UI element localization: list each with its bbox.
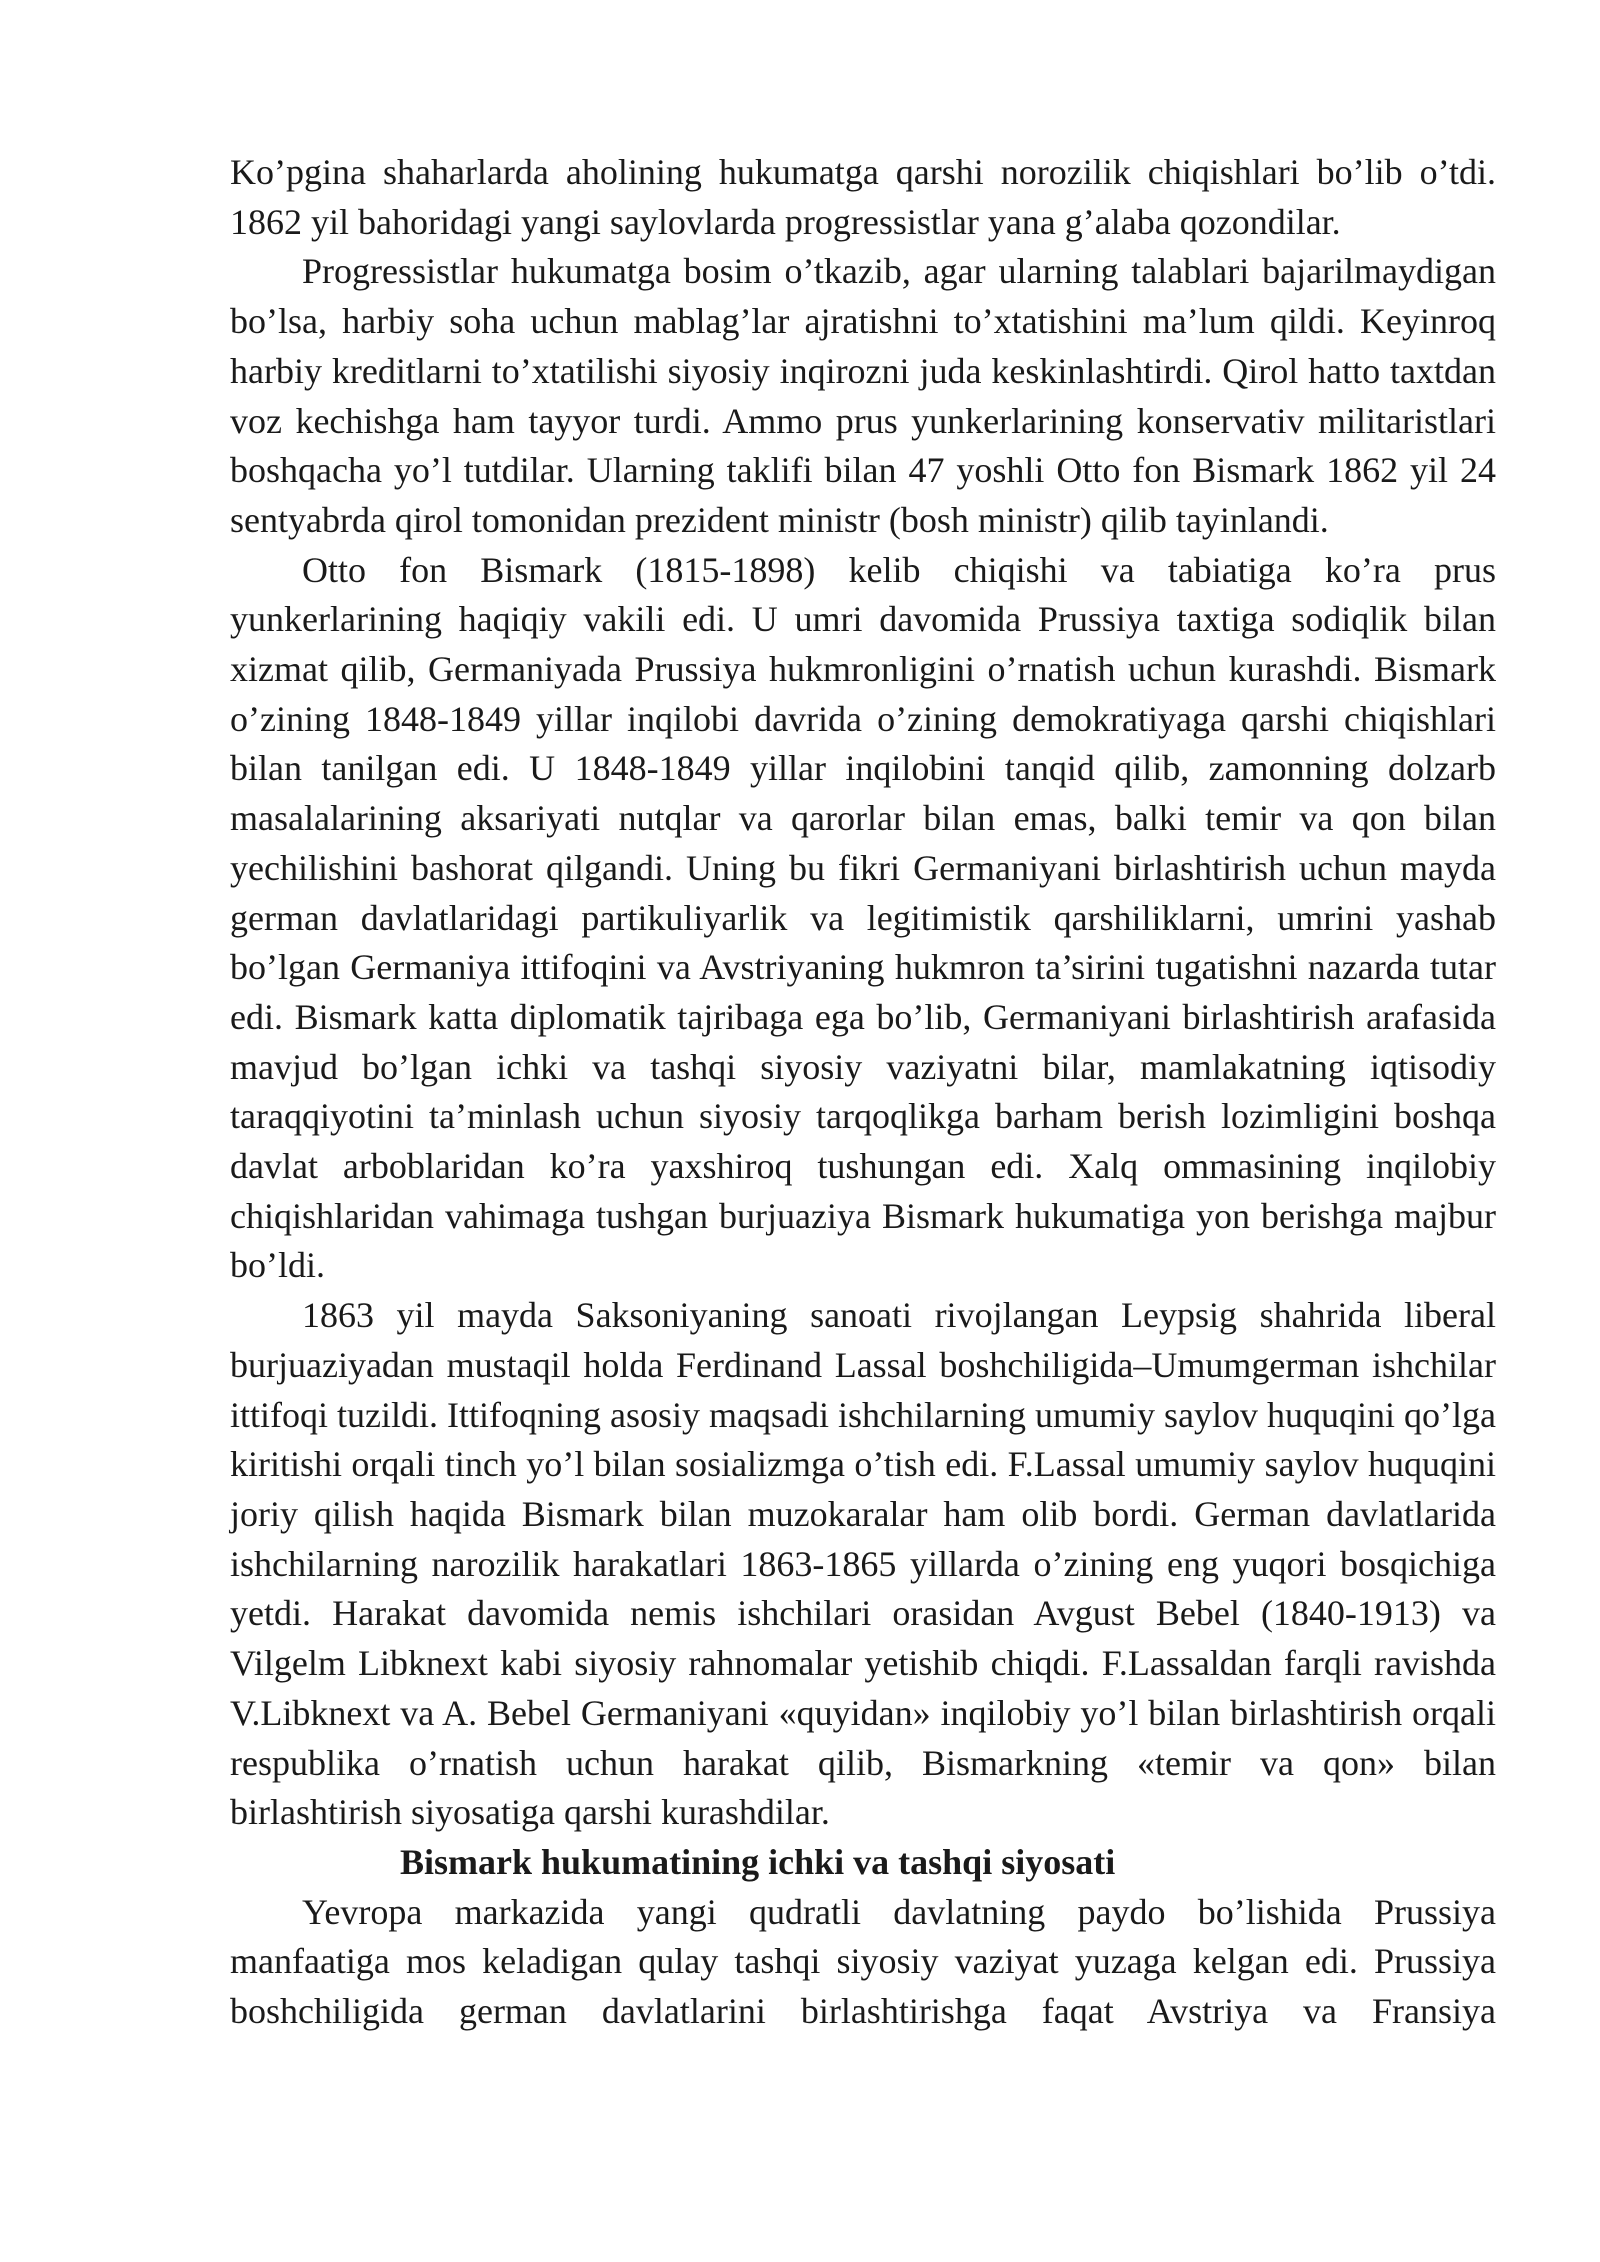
paragraph-4: 1863 yil mayda Saksoniyaning sanoati rivojlangan Leypsig shahrida liberal burjuaziyadan mustaqil holda Ferdinand Lassal boshchiligida–Umumgerman ishchilar ittifoqi tuzildi. Ittifoqning asosiy maqsadi ishchilarning umumiy saylov huquqini qo’lga kiritishi orqali tinch yo’l bilan sosializmga o’tish edi. F.Lassal umumiy saylov huquqini joriy qilish haqida Bismark bilan muzokaralar ham olib bordi. German davlatlarida ishchilarning narozilik harakatlari 1863-1865 yillarda o’zining eng yuqori bosqichiga yetdi. Harakat davomida nemis ishchilari orasidan Avgust Bebel (1840-1913) va Vilgelm Libknext kabi siyosiy rahnomalar yetishib chiqdi. F.Lassaldan farqli ravishda V.Libknext va A. Bebel Germaniyani «quyidan» inqilobiy yo’l bilan birlashtirish orqali respublika o’rnatish uchun harakat qilib, Bismarkning «temir va qon» bilan birlashtirish siyosatiga qarshi kurashdilar. [230,1295,1496,1833]
section-paragraph: Yevropa markazida yangi qudratli davlatning paydo bo’lishida Prussiya manfaatiga mos keladigan qulay tashqi siyosiy vaziyat yuzaga kelgan edi. Prussiya boshchiligida german davlatlarini birlashtirishga faqat Avstriya va Fransiya [230,1891,1496,2032]
document-page [230,148,1496,2037]
paragraph-3: Otto fon Bismark (1815-1898) kelib chiqishi va tabiatiga ko’ra prus yunkerlarining haqiqiy vakili edi. U umri davomida Prussiya taxtiga sodiqlik bilan xizmat qilib, Germaniyada Prussiya hukmronligini o’rnatish uchun kurashdi. Bismark o’zining 1848-1849 yillar inqilobi davrida o’zining demokratiyaga qarshi chiqishlari bilan tanilgan edi. U 1848-1849 yillar inqilobini tanqid qilib, zamonning dolzarb masalalarining aksariyati nutqlar va qarorlar bilan emas, balki temir va qon bilan yechilishini bashorat qilgandi. Uning bu fikri Germaniyani birlashtirish uchun mayda german davlatlaridagi partikuliyarlik va legitimistik qarshiliklarni, umrini yashab bo’lgan Germaniya ittifoqini va Avstriyaning hukmron ta’sirini tugatishni nazarda tutar edi. Bismark katta diplomatik tajribaga ega bo’lib, Germaniyani birlashtirish arafasida mavjud bo’lgan ichki va tashqi siyosiy vaziyatni bilar, mamlakatning iqtisodiy taraqqiyotini ta’minlash uchun siyosiy tarqoqlikga barham berish lozimligini boshqa davlat arboblaridan ko’ra yaxshiroq tushungan edi. Xalq ommasining inqilobiy chiqishlaridan vahimaga tushgan burjuaziya Bismark hukumatiga yon berishga majbur bo’ldi. [230,549,1496,1286]
paragraph-2: Progressistlar hukumatga bosim o’tkazib, agar ularning talablari bajarilmaydigan bo’lsa, harbiy soha uchun mablag’lar ajratishni to’xtatishini ma’lum qildi. Keyinroq harbiy kreditlarni to’xtatilishi siyosiy inqirozni juda keskinlashtirdi. Qirol hatto taxtdan voz kechishga ham tayyor turdi. Ammo prus yunkerlarining konservativ militaristlari boshqacha yo’l tutdilar. Ularning taklifi bilan 47 yoshli Otto fon Bismark 1862 yil 24 sentyabrda qirol tomonidan prezident ministr (bosh ministr) qilib tayinlandi. [230,251,1496,540]
section-heading: Bismark hukumatining ichki va tashqi siyosati [400,1841,1116,1882]
paragraph-1: Ko’pgina shaharlarda aholining hukumatga qarshi norozilik chiqishlari bo’lib o’tdi. 1862 yil bahoridagi yangi saylovlarda progressistlar yana g’alaba qozondilar. [230,152,1496,242]
